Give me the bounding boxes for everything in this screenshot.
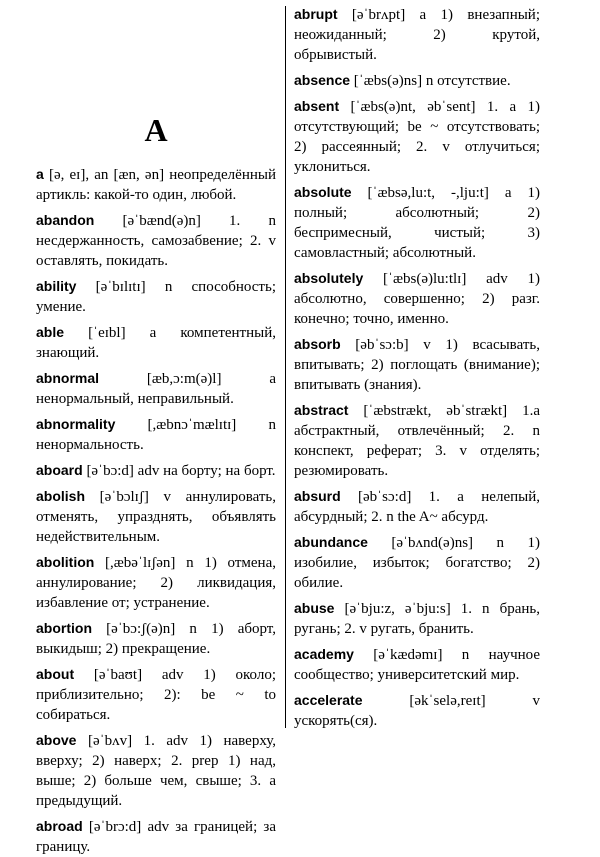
entry-definition: [əˈbrʌpt] a 1) внезапный; неожиданный; 2) крутой, обрывистый.: [294, 7, 540, 63]
dictionary-entry: [36, 414, 276, 455]
entry-headword: abstract: [294, 402, 349, 418]
entry-definition: [əˈbaʊt] adv 1) около; приблизительно; 2): be ~ to собираться.: [36, 667, 276, 723]
entry-definition: [əbˈsɔ:b] v 1) всасывать, впитывать; 2) поглощать (внимание); впитывать (знания).: [294, 337, 540, 393]
entry-headword: abnormality: [36, 416, 116, 432]
dictionary-entry: [36, 618, 276, 659]
entry-definition: [ˈæbs(ə)nt, əbˈsent] 1. a 1) отсутствующий; be ~ отсутствовать; 2) рассеянный; 2. v отлучиться; уклониться.: [294, 99, 540, 175]
left-entry-list: [36, 164, 276, 857]
dictionary-entry: [36, 460, 276, 481]
entry-headword: abroad: [36, 818, 83, 834]
entry-headword: absence: [294, 72, 351, 88]
entry-headword: aboard: [36, 462, 83, 478]
dictionary-entry: [294, 690, 540, 731]
entry-definition: [əˈbɔlɪʃ] v аннулировать, отменять, упразднять, объявлять недействительным.: [36, 489, 276, 545]
dictionary-entry: [36, 322, 276, 363]
dictionary-entry: [36, 552, 276, 613]
dictionary-entry: [294, 334, 540, 395]
entry-headword: abolish: [36, 488, 86, 504]
dictionary-entry: [36, 486, 276, 547]
dictionary-entry: [294, 598, 540, 639]
dictionary-entry: [36, 210, 276, 271]
entry-headword: able: [36, 324, 65, 340]
dictionary-entry: [36, 164, 276, 205]
entry-headword: absolute: [294, 184, 352, 200]
entry-definition: [ˈæbsə,lu:t, -,lju:t] a 1) полный; абсолютный; 2) беспримесный, чистый; 3) самовластный; абсолютный.: [294, 185, 540, 261]
entry-definition: [əˈkædəmɪ] n научное сообщество; университетский мир.: [294, 647, 540, 683]
entry-definition: [əˈbʌv] 1. adv 1) наверху, вверху; 2) наверх; 2. prep 1) над, выше; 2) больше чем, свыше; 3. a предыдущий.: [36, 733, 276, 809]
dictionary-entry: [294, 96, 540, 177]
dictionary-entry: [36, 664, 276, 725]
entry-definition: [ˈæbs(ə)ns] n отсутствие.: [350, 73, 511, 89]
right-entry-list: [294, 4, 540, 731]
entry-headword: absolutely: [294, 270, 364, 286]
dictionary-entry: [294, 70, 540, 91]
section-letter: A: [144, 112, 168, 148]
entry-headword: absent: [294, 98, 340, 114]
entry-headword: abolition: [36, 554, 95, 570]
entry-definition: [,æbnɔˈmælɪtɪ] n ненормальность.: [36, 417, 276, 453]
entry-headword: ability: [36, 278, 77, 294]
entry-headword: absurd: [294, 488, 341, 504]
dictionary-entry: [294, 486, 540, 527]
entry-headword: above: [36, 732, 77, 748]
entry-definition: [æb,ɔ:m(ə)l] a ненормальный, неправильный.: [36, 371, 276, 407]
right-column: [294, 4, 540, 750]
entry-definition: [əˈbænd(ə)n] 1. n несдержанность, самозабвение; 2. v оставлять, покидать.: [36, 213, 276, 269]
entry-definition: [əˈbɪlɪtɪ] n способность; умение.: [36, 279, 276, 315]
dictionary-entry: [36, 276, 276, 317]
entry-definition: [əkˈselə,reɪt] v ускорять(ся).: [294, 693, 540, 729]
entry-headword: abortion: [36, 620, 92, 636]
dictionary-entry: [36, 368, 276, 409]
dictionary-entry: [294, 644, 540, 685]
entry-definition: [ˈæbs(ə)lu:tlɪ] adv 1) абсолютно, совершенно; 2) разг. конечно; точно, именно.: [294, 271, 540, 327]
entry-headword: abnormal: [36, 370, 100, 386]
entry-headword: a: [36, 166, 44, 182]
entry-definition: [əˈbrɔ:d] adv за границей; за границу.: [36, 819, 276, 855]
entry-definition: [əˈbju:z, əˈbju:s] 1. n брань, ругань; 2. v ругать, бранить.: [294, 601, 540, 637]
entry-definition: [ˈæbstrækt, əbˈstrækt] 1.a абстрактный, отвлечённый; 2. n конспект, реферат; 3. v отделять; резюмировать.: [294, 403, 540, 479]
entry-definition: [ˈeɪbl] a компетентный, знающий.: [36, 325, 276, 361]
entry-headword: about: [36, 666, 75, 682]
entry-headword: academy: [294, 646, 354, 662]
entry-definition: [əbˈsɔ:d] 1. a нелепый, абсурдный; 2. n the A~ абсурд.: [294, 489, 540, 525]
entry-headword: abrupt: [294, 6, 338, 22]
dictionary-entry: [294, 532, 540, 593]
dictionary-entry: [36, 816, 276, 857]
dictionary-entry: [294, 400, 540, 481]
entry-headword: absorb: [294, 336, 341, 352]
entry-definition: [ə, eɪ], an [æn, ən] неопределённый артикль: какой-то один, любой.: [36, 167, 276, 203]
left-column: [36, 0, 276, 855]
dictionary-entry: [36, 730, 276, 811]
dictionary-entry: [294, 268, 540, 329]
dictionary-entry: [294, 182, 540, 263]
entry-headword: abandon: [36, 212, 95, 228]
entry-definition: [əˈbʌnd(ə)ns] n 1) изобилие, избыток; богатство; 2) обилие.: [294, 535, 540, 591]
entry-definition: [,æbəˈlɪʃən] n 1) отмена, аннулирование; 2) ликвидация, избавление от; устранение.: [36, 555, 276, 611]
entry-headword: accelerate: [294, 692, 363, 708]
entry-definition: [əˈbɔ:d] adv на борту; на борт.: [82, 463, 276, 479]
column-divider: [285, 6, 286, 728]
entry-headword: abuse: [294, 600, 335, 616]
entry-headword: abundance: [294, 534, 368, 550]
dictionary-entry: [294, 4, 540, 65]
entry-definition: [əˈbɔ:ʃ(ə)n] n 1) аборт, выкидыш; 2) прекращение.: [36, 621, 276, 657]
